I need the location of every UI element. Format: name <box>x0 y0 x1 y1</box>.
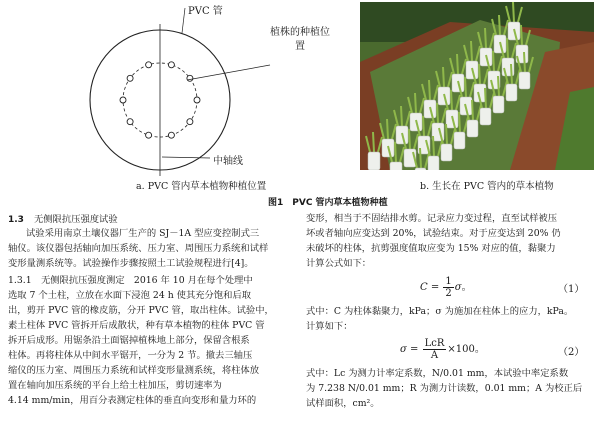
section-heading <box>8 211 118 225</box>
eq2-rhs: ×100 <box>447 344 475 355</box>
pvc-leader-line <box>182 8 185 33</box>
text-line: 拆开后成形。用锯条沿土面锯掉植株地上部分，保留含根系 <box>8 335 250 346</box>
plant-position-marker <box>168 62 174 68</box>
text-line: 轴仪。该仪器包括轴向加压系统、压力室、周围压力系统和试样 <box>8 243 269 254</box>
plant-position-marker <box>146 62 152 68</box>
left-paragraph-2 <box>8 273 274 408</box>
text-line: 变形量测系统等。试验操作步骤按照土工试验规程进行[4]。 <box>8 258 254 269</box>
plant-position-marker <box>127 119 133 125</box>
text-line: 变形，相当于不固结排水剪。记录应力变过程，直至试样被压 <box>306 213 558 224</box>
text-line: 试样面积，cm²。 <box>306 398 380 409</box>
pvc-pipe <box>480 108 491 125</box>
text-line: 计算公式如下： <box>306 258 372 269</box>
eq1-tail: 。 <box>461 282 472 293</box>
text-line: 选取 7 个土柱，立放在水面下浸泡 24 h 使其充分饱和后取 <box>8 290 252 301</box>
text-line: 柱体。再将柱体从中间水平锯开，一分为 2 节。撤去三轴压 <box>8 350 253 361</box>
eq2-lhs: σ <box>400 344 407 355</box>
pvc-pipe <box>506 84 517 101</box>
central-axis-label: 中轴线 <box>213 156 243 167</box>
eq1-lhs: C <box>420 282 428 293</box>
equation-2-number: （2） <box>558 347 585 358</box>
text-line: 式中：Lc 为测力计率定系数，N/0.01 mm，本试验中率定系数 <box>306 368 569 379</box>
left-paragraph-1 <box>8 226 268 271</box>
pvc-pipe <box>368 152 380 170</box>
text-line: 试验采用南京土壤仪器厂生产的 SJ－1A 型应变控制式三 <box>26 228 260 239</box>
plant-leader-line <box>187 65 270 80</box>
eq1-equals: = <box>430 282 440 293</box>
plant-photo-icon <box>360 2 594 170</box>
equation-1 <box>420 276 472 299</box>
text-line: 素土柱体 PVC 管拆开后成散状，种有草本植物的柱体 PVC 管 <box>8 320 265 331</box>
plant-position-label: 植株的种植位置 <box>270 27 330 52</box>
right-paragraph-bottom <box>306 366 582 411</box>
section-title: 无侧限抗压强度试验 <box>33 214 118 225</box>
text-line: 式中：C 为柱体黏聚力，kPa；σ 为施加在柱体上的应力，kPa。 <box>306 306 574 317</box>
eq1-numerator: 1 <box>445 276 452 287</box>
pvc-pipe <box>467 120 478 137</box>
pvc-pipe-label: PVC 管 <box>188 6 223 17</box>
pvc-pipe <box>390 162 402 170</box>
eq1-denominator: 2 <box>445 288 452 299</box>
plant-position-marker <box>187 119 193 125</box>
eq2-fraction <box>423 338 447 361</box>
pvc-pipe <box>441 144 452 161</box>
caption-b: b. 生长在 PVC 管内的草本植物 <box>420 181 554 192</box>
text-line: 计算如下： <box>306 321 353 332</box>
right-paragraph-top <box>306 211 561 271</box>
pvc-pipe <box>493 96 504 113</box>
pvc-pipe <box>428 156 439 170</box>
eq2-equals: = <box>410 344 419 355</box>
text-line: 置在轴向加压系统的平台上给土柱加压，剪切速率为 <box>8 380 222 391</box>
pvc-pipe <box>454 132 465 149</box>
text-line: 未破坏的柱体，抗剪强度值取应变为 15% 对应的值，黏聚力 <box>306 243 556 254</box>
text-line: 为 7.238 N/0.01 mm；R 为测力计读数，0.01 mm；A 为校正后 <box>306 383 583 394</box>
equation-1-number: （1） <box>558 284 585 295</box>
eq2-denominator: A <box>430 350 439 361</box>
eq1-fraction <box>443 276 453 299</box>
text-line: 缩仪的压力室、周围压力系统和试样变形量测系统，将柱体放 <box>8 365 260 376</box>
eq2-tail: 。 <box>474 344 485 355</box>
plant-position-marker <box>187 75 193 81</box>
caption-a: a. PVC 管内草本植物种植位置 <box>136 181 267 192</box>
section-number: 1.3 <box>8 215 24 225</box>
text-line: 出，剪开 PVC 管的橡皮筋，分开 PVC 管，取出柱体。试验中， <box>8 305 274 316</box>
right-paragraph-mid <box>306 304 573 334</box>
axis-leader-line <box>162 157 210 158</box>
text-line: 坏或者轴向应变达到 20%，试验结束。对于应变达到 20% 仍 <box>306 228 561 239</box>
plant-position-marker <box>168 132 174 138</box>
pvc-pipe <box>415 168 426 170</box>
plant-position-marker <box>146 132 152 138</box>
pvc-pipe <box>519 72 530 89</box>
plant-position-marker <box>194 97 200 103</box>
plant-position-marker <box>127 75 133 81</box>
plant-photo <box>360 2 594 170</box>
eq2-numerator: LcR <box>424 338 445 349</box>
text-line: 4.14 mm/min，用百分表测定柱体的垂直向变形和量力环的 <box>8 395 257 406</box>
figure-title: 图1 PVC 管内草本植物种植 <box>268 198 388 208</box>
equation-2 <box>400 338 485 361</box>
text-line: 1.3.1 无侧限抗压强度测定 2016 年 10 月在每个处理中 <box>8 275 253 286</box>
eq1-rhs: σ <box>454 282 462 293</box>
plant-position-marker <box>120 97 126 103</box>
